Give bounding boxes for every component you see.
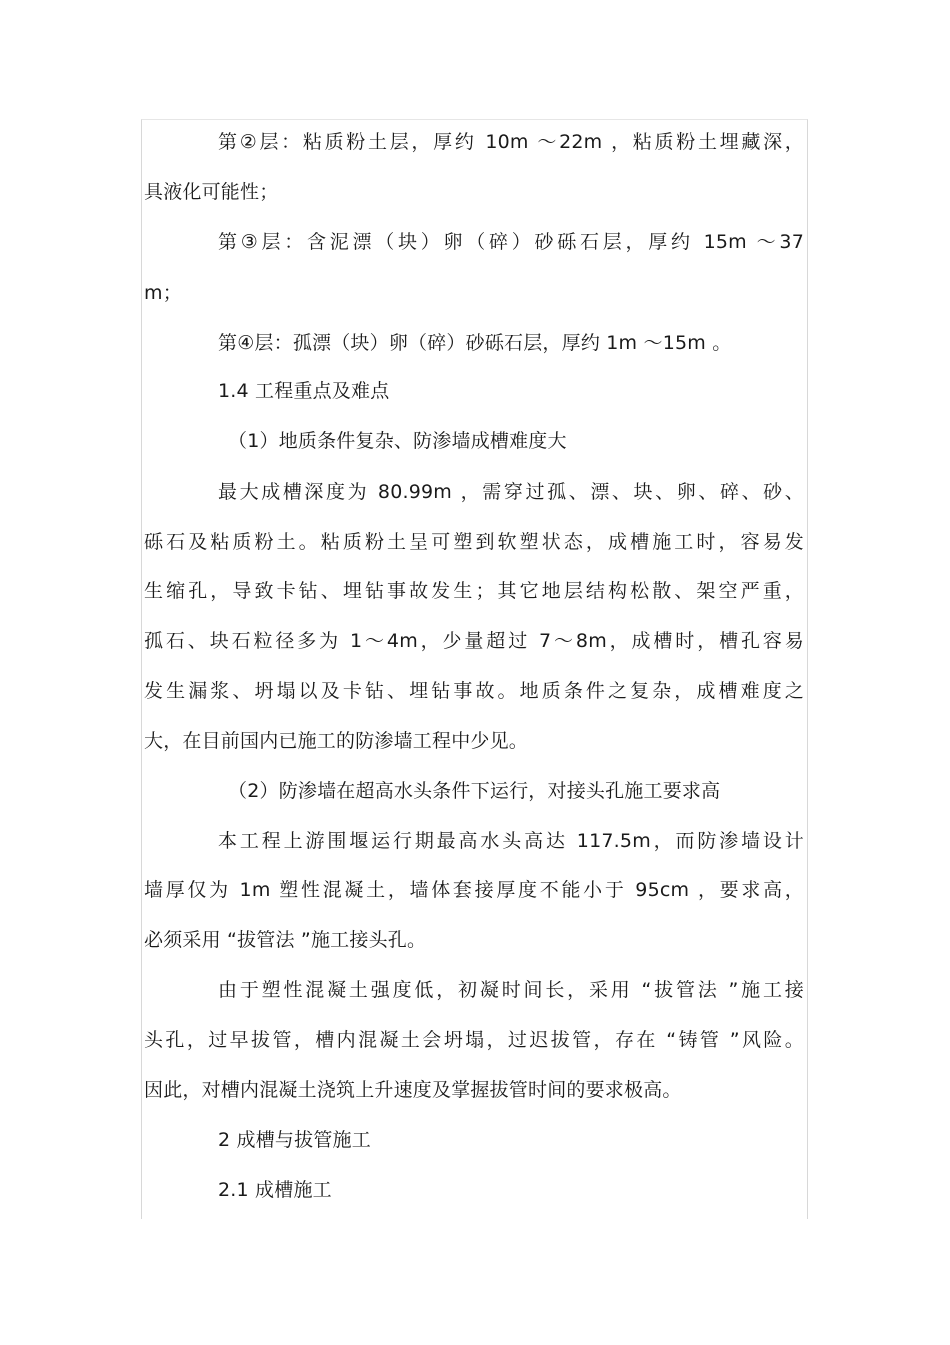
text-line: 最大成槽深度为 80.99m ，需穿过孤、漂、块、卵、碎、砂、 [218,481,804,503]
text-line: 头孔，过早拔管，槽内混凝土会坍塌，过迟拔管，存在 “铸管 ”风险。 [144,1029,804,1051]
text-line: 第④层：孤漂（块）卵（碎）砂砾石层，厚约 1m ～15m 。 [218,332,732,354]
text-line: 第②层：粘质粉土层，厚约 10m ～22m ，粘质粉土埋藏深， [218,131,804,153]
text-line: 由于塑性混凝土强度低，初凝时间长，采用 “拔管法 ”施工接 [218,979,804,1001]
text-line: m； [144,282,182,304]
text-line: 因此，对槽内混凝土浇筑上升速度及掌握拔管时间的要求极高。 [144,1079,682,1101]
section-heading: 2.1 成槽施工 [218,1179,332,1201]
text-line: 墙厚仅为 1m 塑性混凝土，墙体套接厚度不能小于 95cm ，要求高， [144,879,804,901]
text-line: 具液化可能性； [144,181,279,203]
text-line: 发生漏浆、坍塌以及卡钻、埋钻事故。地质条件之复杂，成槽难度之 [144,680,804,702]
section-heading: 2 成槽与拔管施工 [218,1129,371,1151]
subsection-heading: （1）地质条件复杂、防渗墙成槽难度大 [228,430,567,452]
text-line: 生缩孔，导致卡钻、埋钻事故发生；其它地层结构松散、架空严重， [144,580,804,602]
subsection-heading: （2）防渗墙在超高水头条件下运行，对接头孔施工要求高 [228,780,721,802]
text-line: 本工程上游围堰运行期最高水头高达 117.5m，而防渗墙设计 [218,830,804,852]
section-heading: 1.4 工程重点及难点 [218,380,390,402]
text-line: 大，在目前国内已施工的防渗墙工程中少见。 [144,730,529,752]
text-line: 孤石、块石粒径多为 1～4m，少量超过 7～8m，成槽时，槽孔容易 [144,630,804,652]
text-line: 第③层：含泥漂（块）卵（碎）砂砾石层，厚约 15m ～37 [218,231,804,253]
text-line: 砾石及粘质粉土。粘质粉土呈可塑到软塑状态，成槽施工时，容易发 [144,531,804,553]
text-line: 必须采用 “拔管法 ”施工接头孔。 [144,929,427,951]
